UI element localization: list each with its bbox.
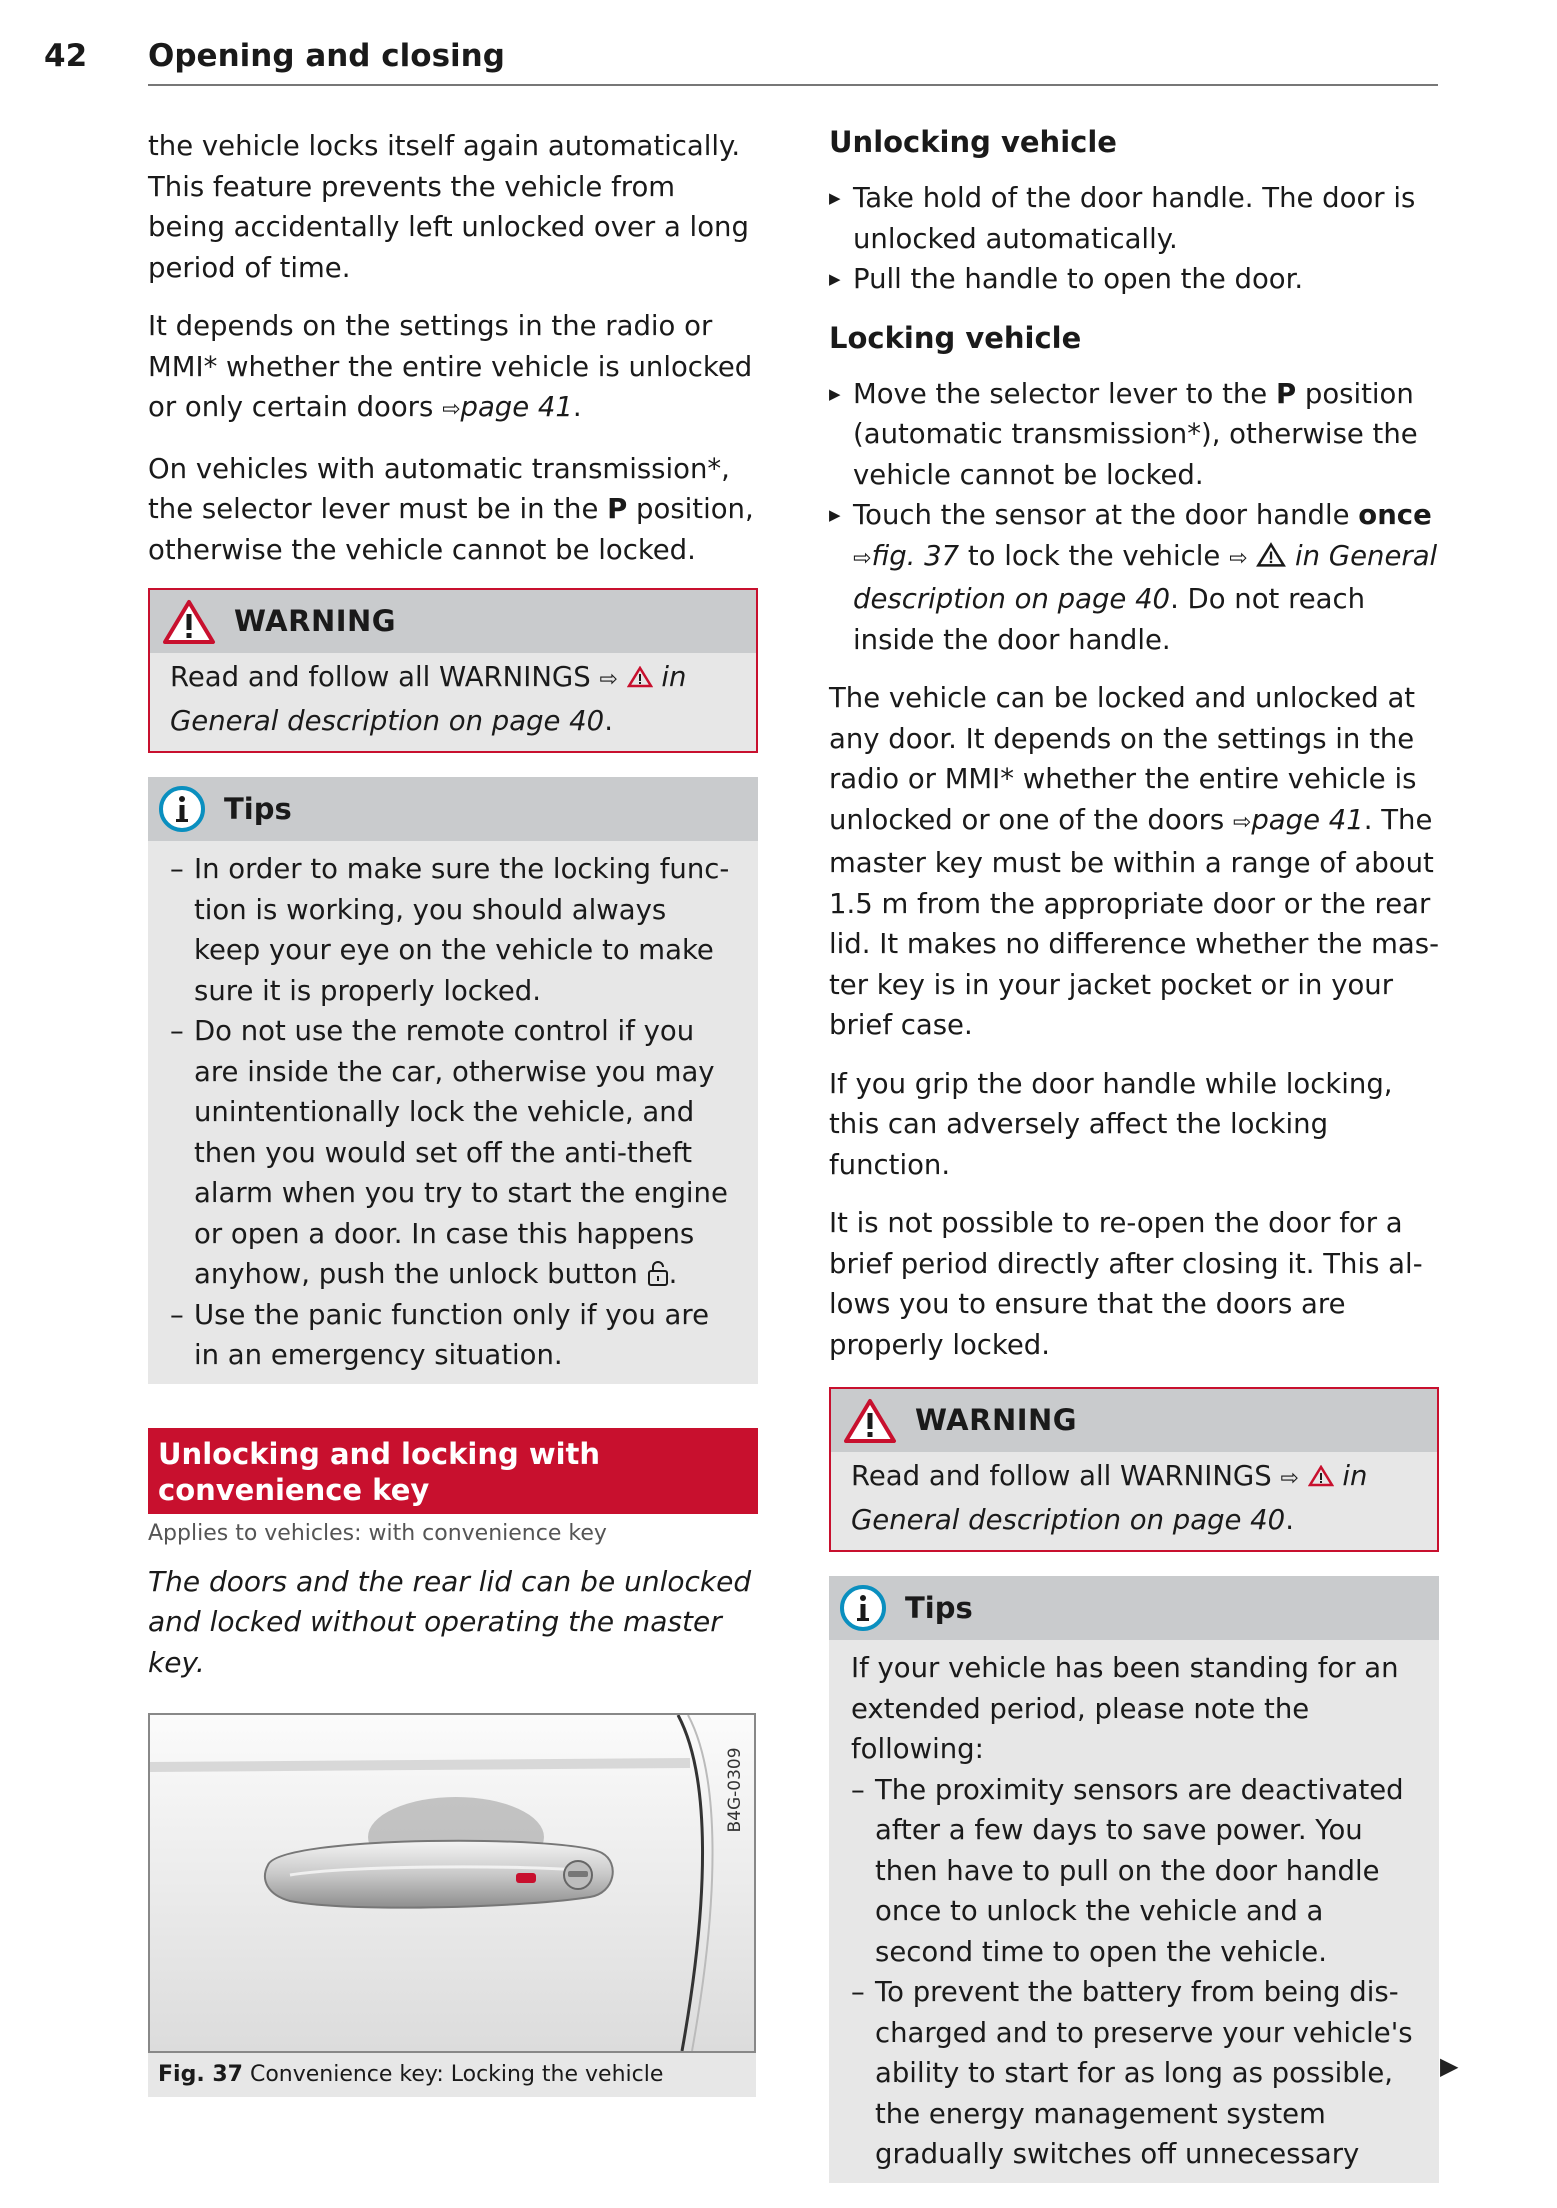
step-item: ▶ Pull the handle to open the door.: [829, 259, 1439, 300]
tips-body: [829, 1640, 1439, 2183]
door-handle-illustration: [150, 1715, 754, 2051]
tips-intro: If your vehicle has been standing for an extended period, please note the following:: [851, 1652, 1399, 1765]
tips-item: – Use the panic function only if you are in an emergency situation.: [170, 1295, 738, 1376]
warning-page-ref[interactable]: in General description on page 40: [851, 1460, 1368, 1536]
figure-door-handle: [148, 1713, 756, 2053]
ref-arrow-icon: ⇨: [599, 667, 618, 692]
step-item: ▶ Move the selector lever to the P position (automatic transmission*), otherwise the vehicle cannot be locked.: [829, 374, 1439, 496]
warning-triangle-icon: [843, 1398, 897, 1444]
warning-small-icon: [1256, 542, 1286, 568]
ref-arrow-icon: ⇨: [853, 545, 872, 571]
tips-header: [829, 1576, 1439, 1640]
warning-text: Read and follow all WARNINGS ⇨ in General description on page 40.: [851, 1460, 1368, 1536]
warning-box: [829, 1387, 1439, 1552]
tips-item: – In order to make sure the locking function is working, you should always keep your eye on the vehicle to make sure it is properly locked.: [170, 849, 738, 1011]
unlocking-heading: Unlocking vehicle: [829, 125, 1117, 159]
page-ref-link[interactable]: in General description on page 40: [853, 539, 1438, 615]
continue-next-page-icon: ▶: [1440, 2052, 1459, 2080]
figure-code: B4G-0309: [724, 1747, 745, 1833]
right-para-3: It is not possible to re-open the door for a brief period directly after closing it. This allows you to ensure that the doors are properly locked.: [829, 1207, 1423, 1361]
tips-title: Tips: [905, 1590, 973, 1625]
warning-title: WARNING: [234, 604, 397, 639]
tips-item: – Do not use the remote control if you are inside the car, otherwise you may unintentionally lock the vehicle, and then you would set off the anti-theft alarm when you try to start the engine or open a door. In case this happens anyhow, push the unlock button .: [170, 1011, 738, 1295]
left-para-2: It depends on the settings in the radio or MMI* whether the entire vehicle is unlocked or only certain doors ⇨page 41.: [148, 310, 753, 423]
header-divider: [148, 84, 1438, 86]
page-ref-link[interactable]: page 41: [460, 391, 573, 423]
tips-item: – The proximity sensors are deactivated after a few days to save power. You then have to pull on the door handle once to unlock the vehicle and a second time to open the vehicle.: [851, 1770, 1419, 1973]
right-para-2: If you grip the door handle while locking, this can adversely affect the locking function.: [829, 1067, 1393, 1181]
page-ref-link[interactable]: page 41: [1251, 803, 1364, 836]
tips-item: – To prevent the battery from being discharged and to preserve your vehicle's ability to start for as long as possible, the energy management system gradually switches off unnecessary: [851, 1972, 1419, 2175]
tips-title: Tips: [224, 791, 292, 826]
warning-triangle-icon: [162, 599, 216, 645]
ref-arrow-icon: ⇨: [442, 397, 461, 422]
warning-header: [831, 1389, 1437, 1452]
warning-title: WARNING: [915, 1403, 1078, 1438]
locking-heading: Locking vehicle: [829, 320, 1082, 355]
left-column: [148, 126, 758, 2097]
right-column: [829, 122, 1439, 2183]
tips-box: [148, 777, 758, 1384]
info-icon: [839, 1584, 887, 1632]
right-para-1: The vehicle can be locked and unlocked at any door. It depends on the settings in the radio or MMI* whether the entire vehicle is unlocked or one of the doors ⇨page 41. The master key must be within a range of about 1.5 m from the appropriate door or the rear lid. It makes no difference whether the master key is in your jacket pocket or in your brief case.: [829, 682, 1440, 1041]
info-icon: [158, 785, 206, 833]
page-number: 42: [44, 38, 88, 74]
step-item: ▶ Take hold of the door handle. The door is unlocked automatically.: [829, 178, 1439, 259]
ref-arrow-icon: ⇨: [1232, 809, 1252, 835]
warning-box: [148, 588, 758, 753]
chapter-title: Opening and closing: [148, 38, 505, 74]
figure-caption: Fig. 37 Convenience key: Locking the vehicle: [148, 2053, 756, 2097]
tips-header: [148, 777, 758, 841]
warning-page-ref[interactable]: in General description on page 40: [170, 661, 687, 737]
section-title-banner: Unlocking and locking with convenience key: [148, 1428, 758, 1514]
locking-steps: [829, 374, 1439, 661]
warning-small-icon: [627, 666, 653, 688]
ref-arrow-icon: ⇨: [1280, 1466, 1299, 1491]
section-lead: The doors and the rear lid can be unlocked and locked without operating the master key.: [148, 1564, 752, 1679]
tips-box: [829, 1576, 1439, 2183]
left-para-1: the vehicle locks itself again automatically. This feature prevents the vehicle from being accidentally left unlocked over a long period of time.: [148, 130, 749, 284]
step-item: ▶ Touch the sensor at the door handle once ⇨fig. 37 to lock the vehicle ⇨ in General description on page 40. Do not reach inside the door handle.: [829, 495, 1439, 660]
left-para-3: On vehicles with automatic transmission*, the selector lever must be in the P position, otherwise the vehicle cannot be locked.: [148, 452, 754, 566]
unlock-button-icon: [647, 1261, 669, 1287]
tips-body: [148, 841, 758, 1384]
figure-ref-link[interactable]: fig. 37: [871, 539, 960, 572]
warning-small-icon: [1308, 1465, 1334, 1487]
warning-text: Read and follow all WARNINGS ⇨ in General description on page 40.: [170, 661, 687, 737]
unlocking-steps: [829, 178, 1439, 300]
applies-to-note: Applies to vehicles: with convenience key: [148, 1520, 607, 1546]
ref-arrow-icon: ⇨: [1229, 545, 1248, 571]
warning-header: [150, 590, 756, 653]
